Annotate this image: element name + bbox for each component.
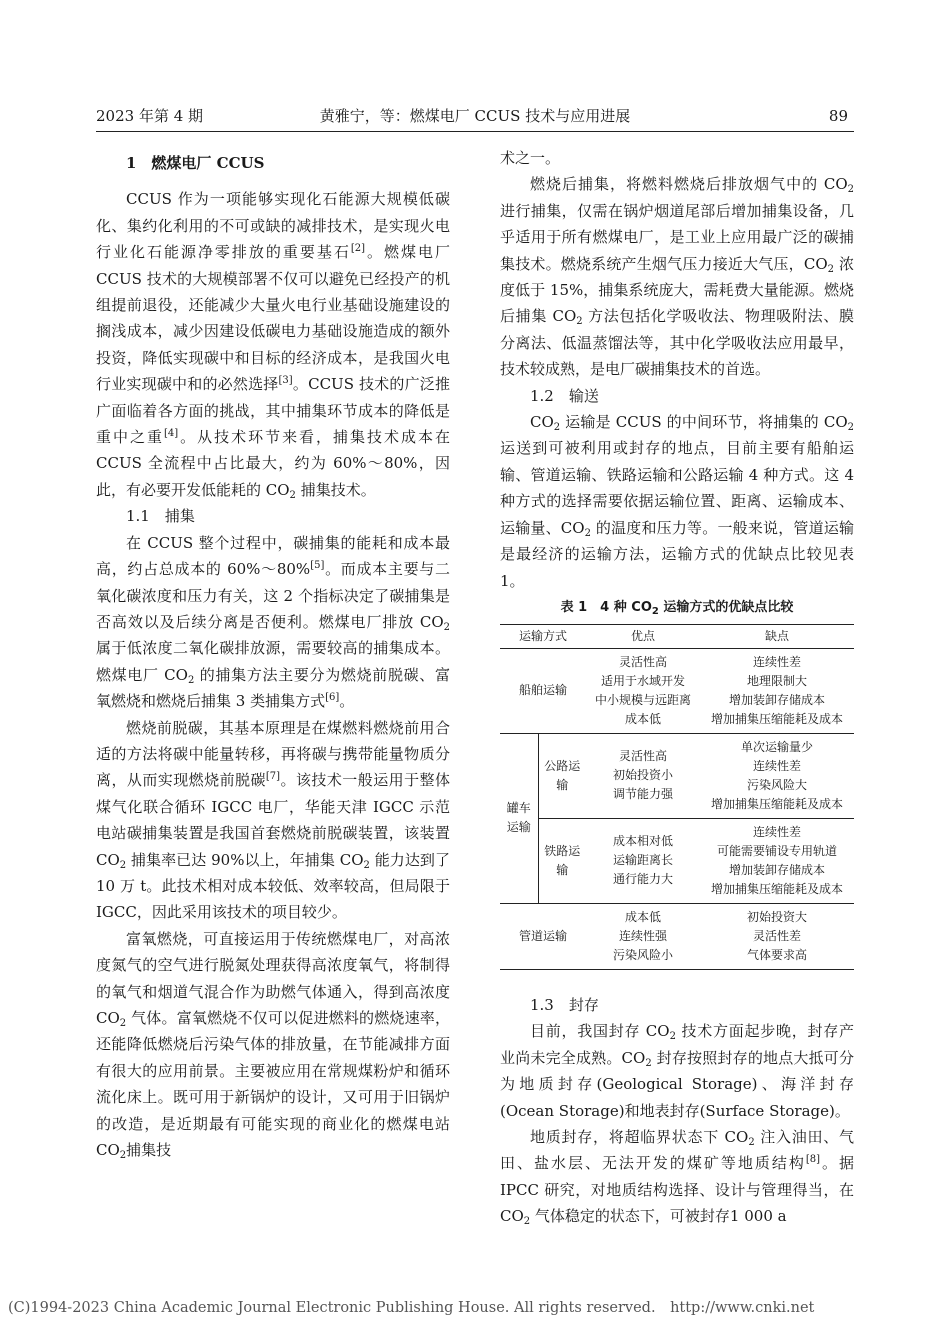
table-row-rail xyxy=(500,818,854,903)
table-cell-mode: 铁路运输 xyxy=(538,818,586,903)
table-cell-pros: 成本低 连续性强 污染风险小 xyxy=(586,903,700,969)
page-number: 89 xyxy=(828,107,848,125)
citation: [2] xyxy=(350,243,366,255)
table-cell-cons: 初始投资大 灵活性差 气体要求高 xyxy=(700,903,854,969)
subsection-1-3-title: 1.3 封存 xyxy=(530,995,599,1014)
paragraph-storage: 目前，我国封存 $CO_2$ 技术方面起步晚，封存产业尚未完全成熟。$CO_2$ 封存按照封存的地点大抵可分为地质封存(Geological Storage)、海洋封存(Ocean Storage)和地表封存(Surface Storage)。 xyxy=(500,1022,854,1120)
citation: [5] xyxy=(310,560,325,572)
right-column xyxy=(500,145,854,1230)
journal-issue: 2023 年第 4 期 xyxy=(96,107,204,125)
paragraph-oxy-fuel: 富氧燃烧，可直接运用于传统燃煤电厂，对高浓度氮气的空气进行脱氮处理获得高浓度氧气，将制得的氧气和烟道气混合作为助燃气体通入，得到高浓度 $CO_2$ 气体。富氧燃烧不仅可以促进燃料的燃烧速率，还能降低燃烧后污染气体的排放量，在节能减排方面有很大的应用前景。主要被应用在常规煤粉炉和循环流化床上。既可用于新锅炉的设计，又可用于旧锅炉的改造，是近期最有可能实现的商业化的燃煤电站 $CO_2$捕集技 xyxy=(96,929,450,1162)
table-cell-pros: 成本相对低 运输距离长 通行能力大 xyxy=(586,818,700,903)
paragraph-ccus-intro: CCUS 作为一项能够实现化石能源大规模低碳化、集约化利用的不可或缺的减排技术，是实现火电行业化石能源净零排放的重要基石[2]。燃煤电厂 CCUS 技术的大规模部署不仅可以避免已经投产的机组提前退役，还能减少大量火电行业基础设施建设的搁浅成本，减少因建设低碳电力基础设施造成的额外投资，降低实现碳中和目标的经济成本，是我国火电行业实现碳中和的必然选择[3]。CCUS 技术的广泛推广面临着各方面的挑战，其中捕集环节成本的降低是重中之重[4]。从技术环节来看，捕集技术成本在 CCUS 全流程中占比最大，约为 60%～80%，因此，有必要开发低能耗的 $CO_2$ 捕集技术。 xyxy=(96,190,450,501)
citation: [7] xyxy=(265,771,281,783)
table-header-cons: 缺点 xyxy=(700,624,854,648)
table-cell-mode: 公路运输 xyxy=(538,733,586,818)
table-cell-mode: 管道运输 xyxy=(500,903,586,969)
table-row-pipe xyxy=(500,903,854,969)
citation: [8] xyxy=(805,1154,820,1166)
citation: [3] xyxy=(278,375,293,387)
table-header-mode: 运输方式 xyxy=(500,624,586,648)
header-rule xyxy=(96,131,854,132)
paragraph-post-combustion: 燃烧后捕集，将燃料燃烧后排放烟气中的 $CO_2$ 进行捕集，仅需在锅炉烟道尾部后增加捕集设备，几乎适用于所有燃煤电厂，是工业上应用最广泛的碳捕集技术。燃烧系统产生烟气压力接近大气压，$CO_2$ 浓度低于 15%，捕集系统庞大，需耗费大量能源。燃烧后捕集 $CO_2$ 方法包括化学吸收法、物理吸附法、膜分离法、低温蒸馏法等，其中化学吸收法应用最早，技术较成熟，是电厂碳捕集技术的首选。 xyxy=(500,175,854,379)
table-cell-cons: 连续性差 地理限制大 增加装卸存储成本 增加捕集压缩能耗及成本 xyxy=(700,648,854,733)
subsection-1-1-title: 1.1 捕集 xyxy=(126,507,195,526)
left-column xyxy=(96,150,450,1163)
paragraph-transport: $CO_2$ 运输是 CCUS 的中间环节，将捕集的 $CO_2$ 运送到可被利用或封存的地点，目前主要有船舶运输、管道运输、铁路运输和公路运输 4 种方式。这 4 种方式的选择需要依据运输位置、距离、运输成本、运输量、$CO_2$ 的温度和压力等。一般来说，管道运输是最经济的运输方法，运输方式的优缺点比较见表 1。 xyxy=(500,413,854,590)
table-row-ship xyxy=(500,648,854,733)
table-cell-cons: 单次运输量少 连续性差 污染风险大 增加捕集压缩能耗及成本 xyxy=(700,733,854,818)
table-header-pros: 优点 xyxy=(586,624,700,648)
table-caption: 表 1 4 种 $CO_2$ 运输方式的优缺点比较 xyxy=(560,599,794,617)
citation: [4] xyxy=(163,428,179,440)
paragraph-pre-combustion: 燃烧前脱碳，其基本原理是在煤燃料燃烧前用合适的方法将碳中能量转移，再将碳与携带能量物质分离，从而实现燃烧前脱碳[7]。该技术一般运用于整体煤气化联合循环 IGCC 电厂，华能天津 IGCC 示范电站碳捕集装置是我国首套燃烧前脱碳装置，该装置 $CO_2$ 捕集率已达 90%以上，年捕集 $CO_2$ 能力达到了 10 万 t。此技术相对成本较低、效率较高，但局限于 IGCC，因此采用该技术的项目较少。 xyxy=(96,718,450,922)
table-cell-group: 罐车运输 xyxy=(500,733,538,903)
transport-comparison-table xyxy=(500,624,854,970)
copyright-footer: (C)1994-2023 China Academic Journal Electronic Publishing House. All rights reserved. http://www.cnki.net xyxy=(8,1300,815,1316)
section-1-title: 1 燃煤电厂 CCUS xyxy=(126,154,265,172)
table-cell-mode: 船舶运输 xyxy=(500,648,586,733)
table-row-road xyxy=(500,733,854,818)
paragraph-capture-cost: 在 CCUS 整个过程中，碳捕集的能耗和成本最高，约占总成本的 60%～80%[5]。而成本主要与二氧化碳浓度和压力有关，这 2 个指标决定了碳捕集是否高效以及后续分离是否便利。燃煤电厂排放 $CO_2$ 属于低浓度二氧化碳排放源，需要较高的捕集成本。燃煤电厂 $CO_2$ 的捕集方法主要分为燃烧前脱碳、富氧燃烧和燃烧后捕集 3 类捕集方式[6]。 xyxy=(96,533,450,711)
subsection-1-2-title: 1.2 输送 xyxy=(530,386,599,405)
running-title: 黄雅宁，等：燃煤电厂 CCUS 技术与应用进展 xyxy=(319,107,631,125)
table-cell-cons: 连续性差 可能需要铺设专用轨道 增加装卸存储成本 增加捕集压缩能耗及成本 xyxy=(700,818,854,903)
table-cell-pros: 灵活性高 适用于水域开发 中小规模与远距离 成本低 xyxy=(586,648,700,733)
table-cell-pros: 灵活性高 初始投资小 调节能力强 xyxy=(586,733,700,818)
citation: [6] xyxy=(325,692,340,704)
running-header xyxy=(96,104,854,128)
paragraph-continuation: 术之一。 xyxy=(500,149,561,167)
paragraph-geological-storage: 地质封存，将超临界状态下 $CO_2$ 注入油田、气田、盐水层、无法开发的煤矿等地质结构[8]。据 IPCC 研究，对地质结构选择、设计与管理得当，在 $CO_2$ 气体稳定的状态下，可被封存1 000 a xyxy=(500,1127,854,1228)
